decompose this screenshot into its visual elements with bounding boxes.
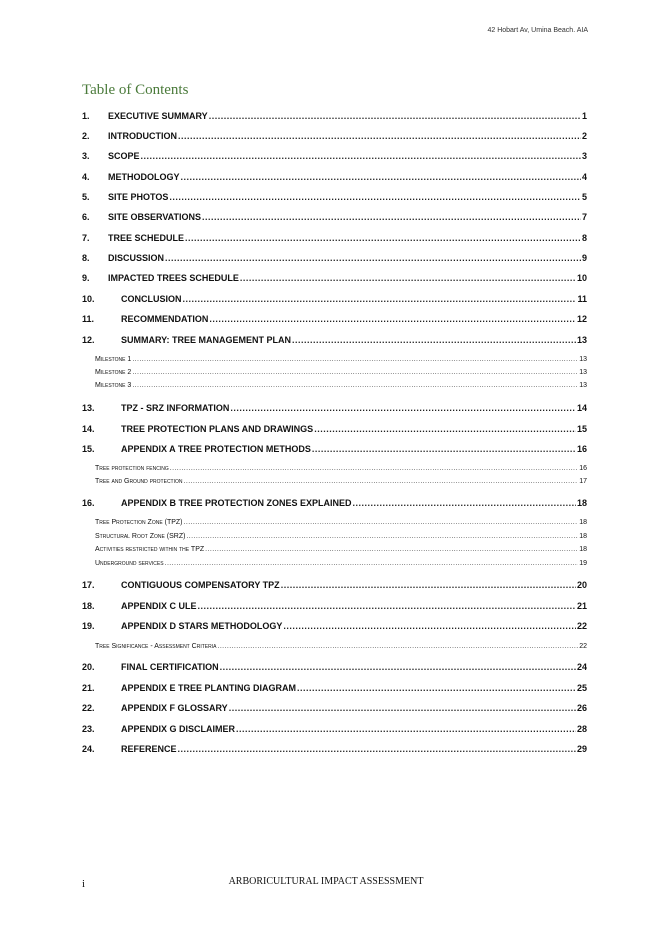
- toc-entry-number: 19.: [82, 621, 95, 631]
- toc-leader: [169, 192, 581, 202]
- toc-leader: [185, 233, 581, 243]
- toc-subentry[interactable]: [95, 546, 587, 556]
- toc-entry-number: 12.: [82, 335, 95, 345]
- toc-entry-number: 17.: [82, 580, 95, 590]
- toc-entry-number: 10.: [82, 294, 95, 304]
- toc-subentry[interactable]: [95, 533, 587, 543]
- toc-entry-number: 9.: [82, 273, 90, 283]
- toc-entry-label: APPENDIX E TREE PLANTING DIAGRAM: [121, 683, 297, 693]
- toc-entry-label: APPENDIX A TREE PROTECTION METHODS: [121, 444, 311, 454]
- toc-leader: [132, 369, 578, 376]
- toc-entry[interactable]: [82, 601, 587, 615]
- toc-subentry-label: Structural Root Zone (SRZ): [95, 533, 186, 540]
- toc-leader: [230, 403, 576, 413]
- toc-entry-label: APPENDIX D STARS METHODOLOGY: [121, 621, 283, 631]
- toc-entry-label: SITE PHOTOS: [108, 192, 169, 202]
- header-address: 42 Hobart Av, Umina Beach. AIA: [487, 27, 588, 34]
- toc-entry[interactable]: [82, 744, 587, 758]
- toc-entry-page: 12: [576, 314, 587, 324]
- toc-entry-label: APPENDIX G DISCLAIMER: [121, 724, 236, 734]
- toc-leader: [283, 621, 576, 631]
- toc-entry-label: IMPACTED TREES SCHEDULE: [108, 273, 239, 283]
- toc-entry-page: 2: [581, 131, 587, 141]
- toc-leader: [181, 172, 581, 182]
- toc-leader: [312, 444, 576, 454]
- toc-entry[interactable]: [82, 253, 587, 267]
- toc-subentry-page: 13: [579, 369, 587, 376]
- toc-entry-page: 22: [576, 621, 587, 631]
- toc-entry-page: 20: [576, 580, 587, 590]
- toc-entry[interactable]: [82, 662, 587, 676]
- toc-entry-page: 28: [576, 724, 587, 734]
- toc-entry[interactable]: [82, 621, 587, 635]
- toc-entry-number: 5.: [82, 192, 90, 202]
- toc-entry-number: 15.: [82, 444, 95, 454]
- toc-entry-number: 4.: [82, 172, 90, 182]
- toc-entry-number: 3.: [82, 151, 90, 161]
- toc-leader: [209, 111, 581, 121]
- toc-entry-label: TPZ - SRZ INFORMATION: [121, 403, 230, 413]
- toc-entry[interactable]: [82, 111, 587, 125]
- toc-subentry-page: 19: [579, 560, 587, 567]
- toc-entry-label: DISCUSSION: [108, 253, 165, 263]
- toc-entry-page: 13: [576, 335, 587, 345]
- toc-leader: [170, 465, 578, 472]
- toc-title: Table of Contents: [82, 82, 189, 98]
- toc-entry-label: CONTIGUOUS COMPENSATORY TPZ: [121, 580, 280, 590]
- toc-entry-page: 16: [576, 444, 587, 454]
- toc-entry[interactable]: [82, 335, 587, 349]
- toc-entry[interactable]: [82, 131, 587, 145]
- toc-entry[interactable]: [82, 212, 587, 226]
- toc-entry-label: EXECUTIVE SUMMARY: [108, 111, 208, 121]
- toc-entry[interactable]: [82, 424, 587, 438]
- toc-subentry-page: 18: [579, 533, 587, 540]
- toc-entry-page: 1: [581, 111, 587, 121]
- toc-leader: [240, 273, 576, 283]
- footer-page-number: i: [82, 878, 86, 890]
- toc-entry-label: METHODOLOGY: [108, 172, 180, 182]
- toc-leader: [186, 533, 578, 540]
- toc-entry-label: APPENDIX C ULE: [121, 601, 197, 611]
- toc-entry-number: 2.: [82, 131, 90, 141]
- toc-subentry[interactable]: [95, 369, 587, 379]
- toc-subentry-label: Milestone 3: [95, 382, 132, 389]
- toc-leader: [165, 253, 581, 263]
- toc-leader: [132, 382, 578, 389]
- toc-leader: [281, 580, 576, 590]
- toc-entry-number: 14.: [82, 424, 95, 434]
- toc-leader: [292, 335, 576, 345]
- toc-leader: [236, 724, 576, 734]
- toc-entry-page: 3: [581, 151, 587, 161]
- toc-entry-number: 11.: [82, 314, 95, 324]
- toc-leader: [132, 356, 578, 363]
- toc-subentry[interactable]: [95, 560, 587, 570]
- toc-leader: [198, 601, 576, 611]
- toc-entry-label: SITE OBSERVATIONS: [108, 212, 202, 222]
- toc-entry-page: 10: [576, 273, 587, 283]
- toc-entry-page: 8: [581, 233, 587, 243]
- toc-subentry-page: 13: [579, 382, 587, 389]
- toc-entry-label: SUMMARY: TREE MANAGEMENT PLAN: [121, 335, 291, 345]
- toc-entry-number: 18.: [82, 601, 95, 611]
- toc-subentry[interactable]: [95, 519, 587, 529]
- toc-entry[interactable]: [82, 580, 587, 594]
- toc-entry-label: RECOMMENDATION: [121, 314, 209, 324]
- toc-entry-number: 8.: [82, 253, 90, 263]
- toc-entry-number: 23.: [82, 724, 95, 734]
- toc-subentry-page: 13: [579, 356, 587, 363]
- toc-entry-label: APPENDIX F GLOSSARY: [121, 703, 228, 713]
- toc-subentry[interactable]: [95, 465, 587, 475]
- toc-subentry-label: Milestone 2: [95, 369, 132, 376]
- toc-entry-number: 24.: [82, 744, 95, 754]
- toc-entry-number: 20.: [82, 662, 95, 672]
- toc-entry-number: 7.: [82, 233, 90, 243]
- toc-entry-label: INTRODUCTION: [108, 131, 177, 141]
- toc-entry-number: 16.: [82, 498, 95, 508]
- toc-entry-page: 26: [576, 703, 587, 713]
- toc-entry-label: TREE SCHEDULE: [108, 233, 185, 243]
- toc-subentry-page: 22: [579, 643, 587, 650]
- toc-entry[interactable]: [82, 683, 587, 697]
- toc-leader: [178, 131, 581, 141]
- toc-subentry-label: Underground services: [95, 560, 164, 567]
- toc-entry[interactable]: [82, 314, 587, 328]
- toc-leader: [209, 314, 576, 324]
- toc-entry[interactable]: [82, 151, 587, 165]
- toc-entry-page: 5: [581, 192, 587, 202]
- toc-subentry[interactable]: [95, 356, 587, 366]
- toc-subentry-label: Milestone 1: [95, 356, 132, 363]
- toc-entry-label: REFERENCE: [121, 744, 177, 754]
- toc-entry-page: 4: [581, 172, 587, 182]
- toc-subentry-label: Activities restricted within the TPZ: [95, 546, 205, 553]
- toc-leader: [205, 546, 578, 553]
- toc-entry[interactable]: [82, 724, 587, 738]
- toc-subentry-label: Tree protection fencing: [95, 465, 169, 472]
- toc-subentry-label: Tree Significance - Assessment Criteria: [95, 643, 217, 650]
- toc-leader: [165, 560, 579, 567]
- toc-entry-number: 13.: [82, 403, 95, 413]
- toc-entry-number: 1.: [82, 111, 90, 121]
- toc-entry-page: 14: [576, 403, 587, 413]
- footer-title: ARBORICULTURAL IMPACT ASSESSMENT: [228, 876, 424, 887]
- toc-leader: [202, 212, 581, 222]
- toc-entry-label: FINAL CERTIFICATION: [121, 662, 219, 672]
- toc-subentry-page: 18: [579, 519, 587, 526]
- toc-entry-number: 6.: [82, 212, 90, 222]
- toc-entry-page: 18: [576, 498, 587, 508]
- toc-subentry[interactable]: [95, 478, 587, 488]
- toc-leader: [314, 424, 576, 434]
- toc-leader: [297, 683, 576, 693]
- toc-entry[interactable]: [82, 273, 587, 287]
- toc-entry-page: 7: [581, 212, 587, 222]
- toc-entry-page: 24: [576, 662, 587, 672]
- toc-entry[interactable]: [82, 444, 587, 458]
- toc-entry[interactable]: [82, 294, 587, 308]
- toc-subentry-page: 17: [579, 478, 587, 485]
- toc-leader: [229, 703, 576, 713]
- toc-subentry-label: Tree and Ground protection: [95, 478, 183, 485]
- toc-entry-label: TREE PROTECTION PLANS AND DRAWINGS: [121, 424, 314, 434]
- toc-entry-page: 15: [576, 424, 587, 434]
- toc-entry-label: APPENDIX B TREE PROTECTION ZONES EXPLAINED: [121, 498, 352, 508]
- toc-entry-number: 22.: [82, 703, 95, 713]
- toc-entry-page: 21: [576, 601, 587, 611]
- toc-entry-page: 29: [576, 744, 587, 754]
- toc-subentry[interactable]: [95, 643, 587, 653]
- toc-leader: [184, 519, 579, 526]
- toc-subentry-page: 16: [579, 465, 587, 472]
- toc-entry-page: 25: [576, 683, 587, 693]
- toc-leader: [141, 151, 581, 161]
- toc-entry-label: SCOPE: [108, 151, 140, 161]
- toc-entry-page: 11: [577, 294, 587, 304]
- toc-entry-label: CONCLUSION: [121, 294, 182, 304]
- toc-entry[interactable]: [82, 703, 587, 717]
- toc-subentry[interactable]: [95, 382, 587, 392]
- toc-entry[interactable]: [82, 192, 587, 206]
- toc-entry-page: 9: [581, 253, 587, 263]
- toc-leader: [184, 478, 579, 485]
- toc-leader: [217, 643, 578, 650]
- toc-entry-number: 21.: [82, 683, 95, 693]
- toc-subentry-label: Tree Protection Zone (TPZ): [95, 519, 183, 526]
- toc-entry[interactable]: [82, 498, 587, 512]
- toc-leader: [353, 498, 576, 508]
- toc-leader: [178, 744, 576, 754]
- toc-leader: [183, 294, 577, 304]
- toc-entry[interactable]: [82, 403, 587, 417]
- toc-entry[interactable]: [82, 172, 587, 186]
- toc-leader: [220, 662, 576, 672]
- toc-entry[interactable]: [82, 233, 587, 247]
- toc-subentry-page: 18: [579, 546, 587, 553]
